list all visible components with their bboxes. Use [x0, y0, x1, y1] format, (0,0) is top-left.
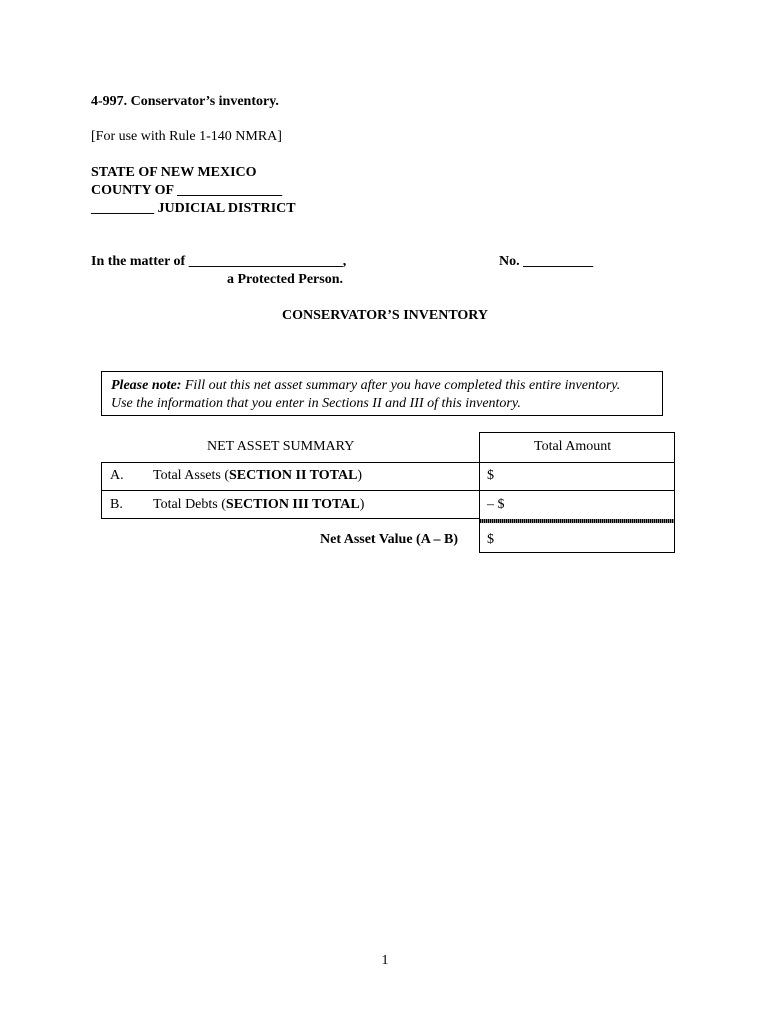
row-a-label: Total Assets (SECTION II TOTAL) — [153, 468, 363, 483]
net-asset-value-field[interactable]: $ — [487, 532, 494, 547]
note-line-1: Fill out this net asset summary after you have completed this entire inventory. — [181, 378, 621, 393]
instruction-note — [101, 371, 663, 416]
table-border — [479, 432, 675, 433]
note-label: Please note: — [111, 378, 182, 393]
court-district: _________ JUDICIAL DISTRICT — [91, 201, 296, 216]
table-border — [674, 432, 675, 553]
matter-of-line: In the matter of ______________________, — [91, 254, 347, 269]
court-state: STATE OF NEW MEXICO — [91, 165, 257, 180]
table-double-border — [480, 519, 675, 523]
table-border — [101, 462, 675, 463]
form-title: 4-997. Conservator’s inventory. — [91, 94, 279, 109]
case-number-line: No. __________ — [499, 254, 594, 269]
total-assets-field[interactable]: $ — [487, 468, 494, 483]
note-line-2: Use the information that you enter in Sections II and III of this inventory. — [111, 396, 521, 411]
table-border — [479, 552, 675, 553]
form-rule-reference: [For use with Rule 1-140 NMRA] — [91, 129, 282, 144]
page-number: 1 — [381, 953, 389, 968]
table-border — [101, 462, 102, 519]
amount-column-header: Total Amount — [534, 439, 612, 454]
row-a-letter: A. — [110, 468, 124, 483]
row-b-letter: B. — [110, 497, 123, 512]
table-border — [479, 432, 480, 553]
row-b-label: Total Debts (SECTION III TOTAL) — [153, 497, 365, 512]
court-county: COUNTY OF _______________ — [91, 183, 283, 198]
total-debts-field[interactable]: – $ — [487, 497, 505, 512]
table-border — [101, 518, 479, 519]
summary-title: NET ASSET SUMMARY — [207, 439, 355, 454]
protected-person-label: a Protected Person. — [227, 272, 343, 287]
net-asset-value-label: Net Asset Value (A – B) — [320, 532, 459, 547]
table-border — [101, 490, 675, 491]
document-heading: CONSERVATOR’S INVENTORY — [281, 308, 489, 323]
